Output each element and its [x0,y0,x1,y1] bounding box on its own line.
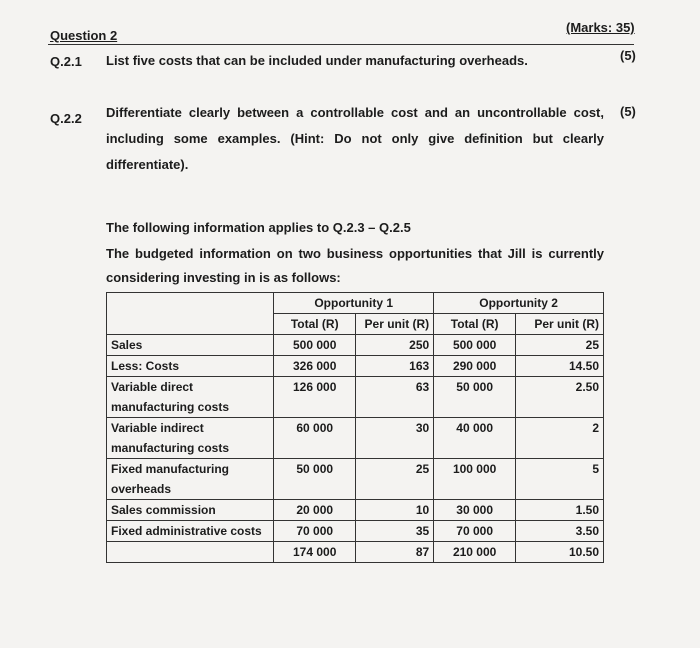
opp2-total-cell: 290 000 [434,356,516,377]
header-divider [48,44,634,45]
opp2-per-unit-cell: 14.50 [516,356,604,377]
opp2-total-header: Total (R) [434,314,516,335]
opp1-total-cell: 326 000 [274,356,356,377]
table-row [107,356,604,377]
table-row [107,459,604,500]
info-applies: The following information applies to Q.2.3 – Q.2.5 [106,220,411,235]
opp1-per-unit-cell: 163 [356,356,434,377]
table-row [107,500,604,521]
total-marks: (Marks: 35) [566,20,635,35]
q22-text [106,100,604,178]
budget-table [106,292,604,563]
opp2-total-cell: 210 000 [434,542,516,563]
header-blank-cell [107,293,274,335]
opp2-per-unit-cell: 2 [516,418,604,459]
opp2-per-unit-cell: 2.50 [516,377,604,418]
info-budget [106,242,604,290]
row-label: Less: Costs [107,356,274,377]
opp1-total-cell: 20 000 [274,500,356,521]
opp2-header: Opportunity 2 [434,293,604,314]
opp1-per-unit-cell: 250 [356,335,434,356]
q22-line-3: differentiate). [106,157,189,172]
q22-line-2: including some examples. (Hint: Do not only give definition but clearly [106,131,604,146]
opp2-per-unit-cell: 25 [516,335,604,356]
row-label: Sales [107,335,274,356]
opp1-total-cell: 50 000 [274,459,356,500]
row-label: Fixed manufacturing overheads [107,459,274,500]
opp2-total-cell: 40 000 [434,418,516,459]
q21-number: Q.2.1 [50,54,82,69]
table-row [107,418,604,459]
opp1-total-header: Total (R) [274,314,356,335]
table-row [107,335,604,356]
opp1-per-unit-cell: 10 [356,500,434,521]
table-header-row [107,293,604,314]
opp1-total-cell: 126 000 [274,377,356,418]
row-label: Fixed administrative costs [107,521,274,542]
opp1-total-cell: 70 000 [274,521,356,542]
q22-line-1: Differentiate clearly between a controllable cost and an uncontrollable cost, [106,105,604,120]
table-body [107,293,604,563]
q22-number: Q.2.2 [50,111,82,126]
opp2-per-unit-cell: 5 [516,459,604,500]
opp1-per-unit-cell: 87 [356,542,434,563]
opp2-total-cell: 500 000 [434,335,516,356]
opp1-total-cell: 500 000 [274,335,356,356]
opp1-per-unit-header: Per unit (R) [356,314,434,335]
opp1-per-unit-cell: 35 [356,521,434,542]
opp2-total-cell: 70 000 [434,521,516,542]
q21-marks: (5) [620,48,636,63]
opp1-header: Opportunity 1 [274,293,434,314]
opp2-per-unit-cell: 10.50 [516,542,604,563]
row-label [107,542,274,563]
budget-line-1: The budgeted information on two business opportunities that Jill is currently [106,246,604,261]
budget-line-2: considering investing in is as follows: [106,270,341,285]
table-row [107,542,604,563]
opp2-per-unit-cell: 3.50 [516,521,604,542]
opp2-total-cell: 100 000 [434,459,516,500]
row-label: Variable direct manufacturing costs [107,377,274,418]
opp2-total-cell: 50 000 [434,377,516,418]
opp1-per-unit-cell: 30 [356,418,434,459]
table-row [107,521,604,542]
opp2-per-unit-header: Per unit (R) [516,314,604,335]
row-label: Variable indirect manufacturing costs [107,418,274,459]
q22-marks: (5) [620,104,636,119]
opp1-per-unit-cell: 63 [356,377,434,418]
question-title: Question 2 [50,28,118,43]
q21-text: List five costs that can be included under manufacturing overheads. [106,53,528,68]
opp2-per-unit-cell: 1.50 [516,500,604,521]
table-row [107,377,604,418]
opp1-per-unit-cell: 25 [356,459,434,500]
opp1-total-cell: 60 000 [274,418,356,459]
opp1-total-cell: 174 000 [274,542,356,563]
opp2-total-cell: 30 000 [434,500,516,521]
row-label: Sales commission [107,500,274,521]
